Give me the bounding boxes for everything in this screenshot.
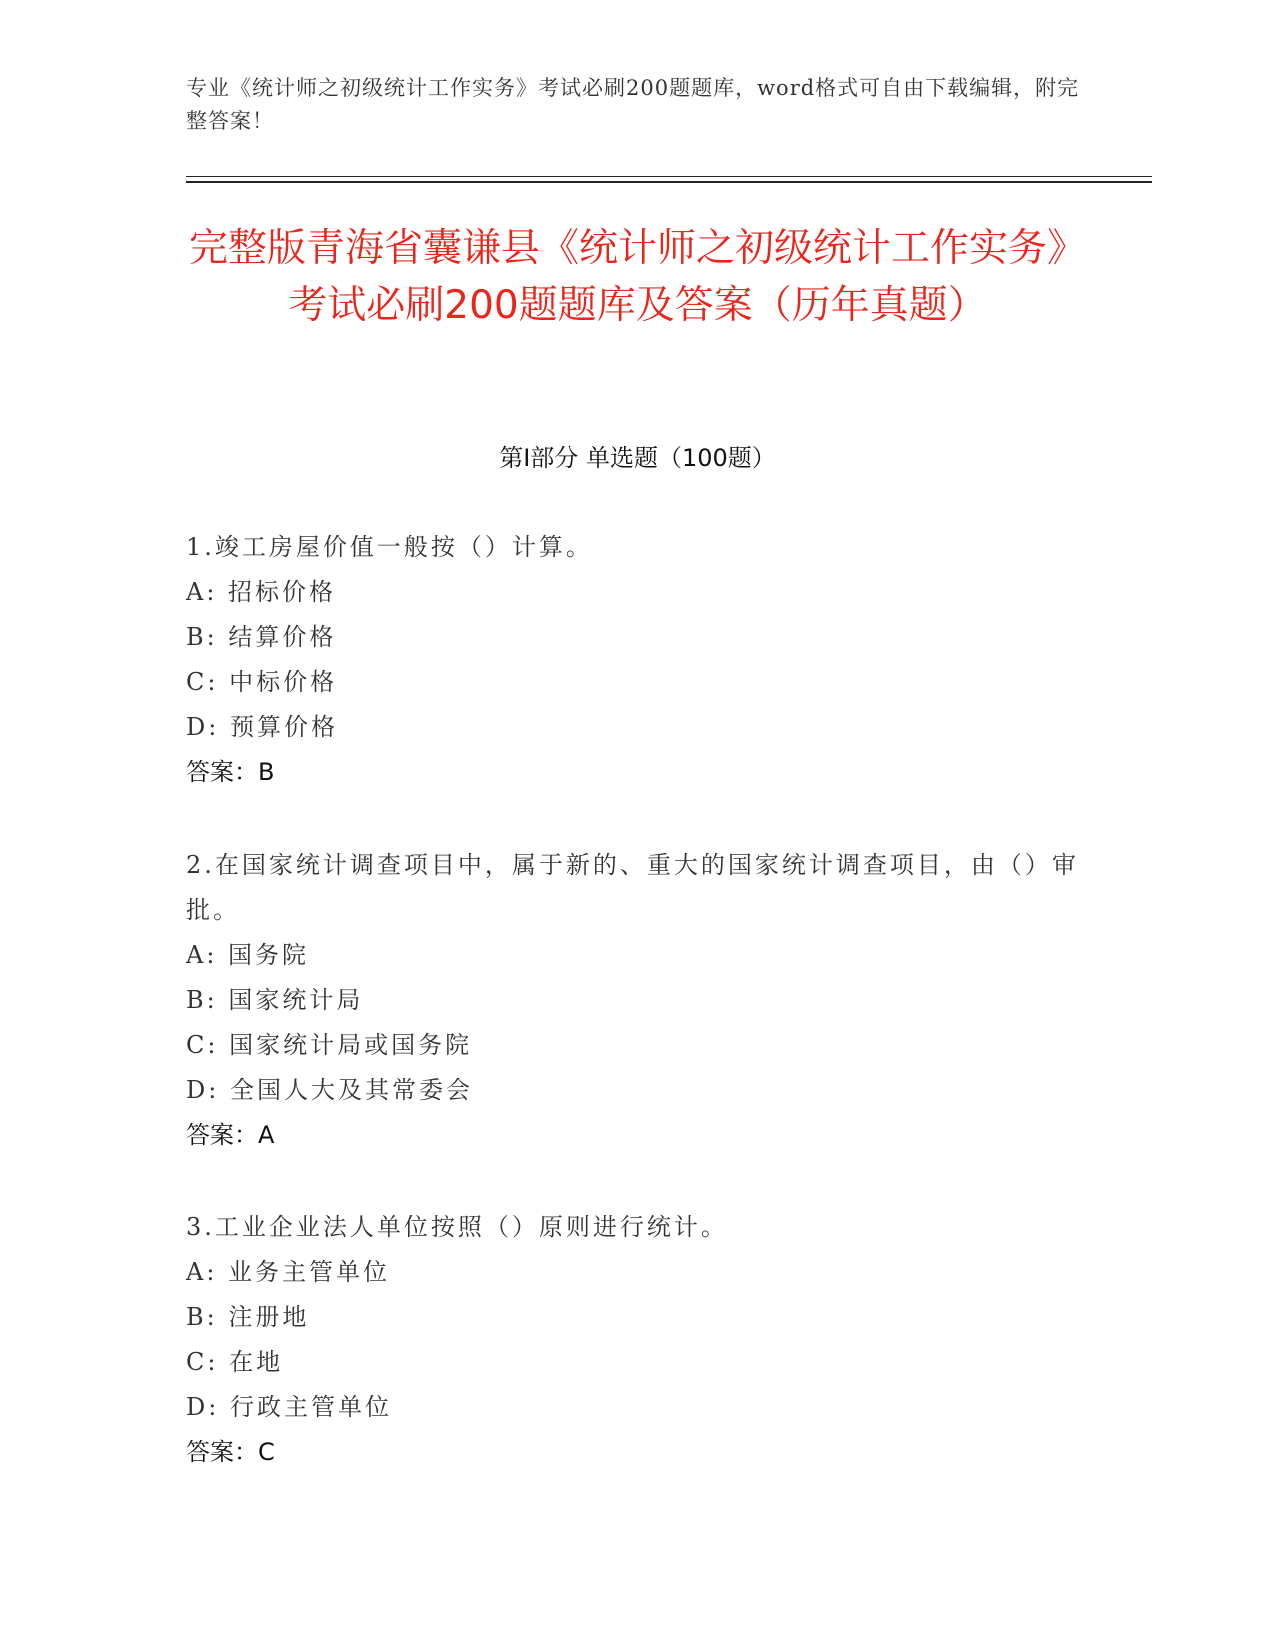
header-divider [186,176,1152,177]
section-title: 第Ⅰ部分 单选题（100题） [499,444,776,472]
option-c: C: 中标价格 [186,668,338,696]
answer: 答案：A [186,1121,275,1149]
question-stem: 3.工业企业法人单位按照（）原则进行统计。 [186,1213,728,1241]
question-stem: 1.竣工房屋价值一般按（）计算。 [186,533,593,561]
option-b: B: 注册地 [186,1303,310,1331]
question-1 [186,525,1086,795]
header-note: 专业《统计师之初级统计工作实务》考试必刷200题题库，word格式可自由下载编辑，附完整答案！ [186,76,1080,133]
header-divider-thick [186,181,1152,183]
document-title: 完整版青海省囊谦县《统计师之初级统计工作实务》考试必刷200题题库及答案（历年真题） [188,226,1086,328]
option-c: C: 国家统计局或国务院 [186,1031,473,1059]
answer: 答案：B [186,758,275,786]
question-stem: 2.在国家统计调查项目中，属于新的、重大的国家统计调查项目，由（）审批。 [186,851,1079,924]
option-a: A: 招标价格 [186,578,337,606]
option-a: A: 业务主管单位 [186,1258,391,1286]
option-b: B: 国家统计局 [186,986,364,1014]
option-b: B: 结算价格 [186,623,337,651]
option-d: D: 全国人大及其常委会 [186,1076,473,1104]
question-2 [186,843,1086,1158]
question-3 [186,1205,1086,1475]
option-a: A: 国务院 [186,941,310,969]
option-c: C: 在地 [186,1348,284,1376]
answer: 答案：C [186,1438,275,1466]
option-d: D: 行政主管单位 [186,1393,392,1421]
option-d: D: 预算价格 [186,713,338,741]
